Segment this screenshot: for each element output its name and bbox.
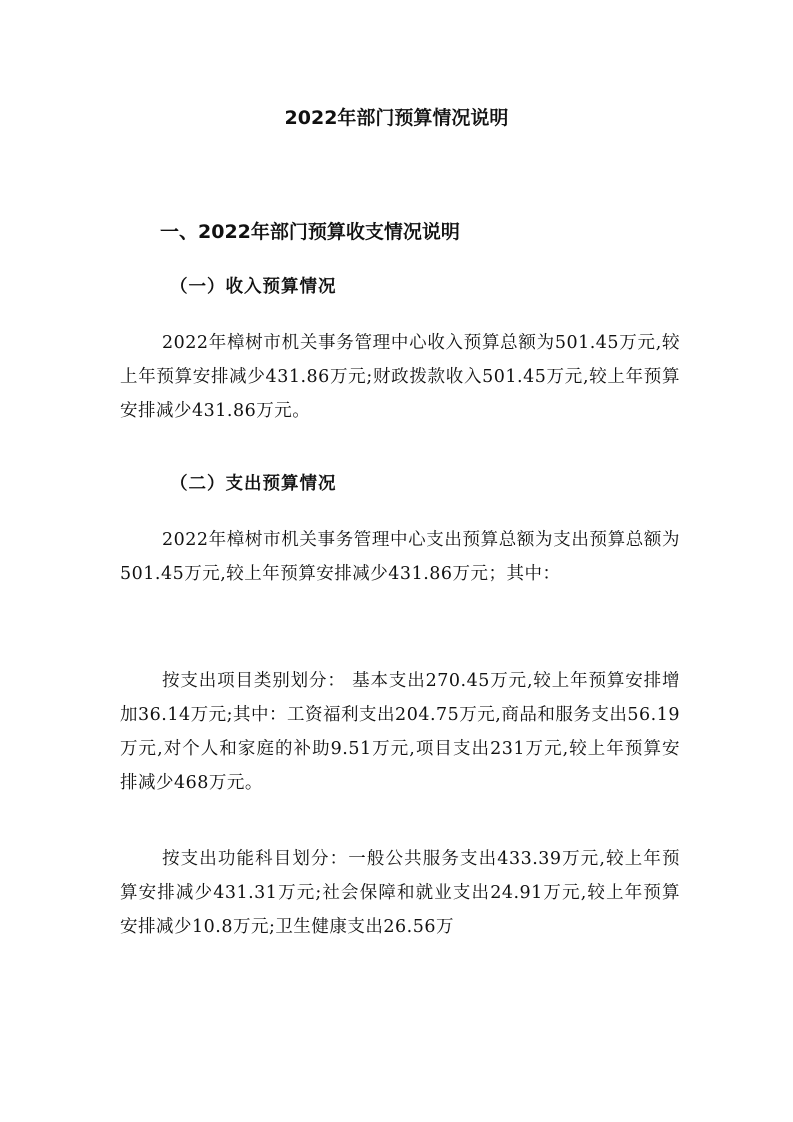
paragraph-income-budget: 2022年樟树市机关事务管理中心收入预算总额为501.45万元,较上年预算安排减少431.86万元;财政拨款收入501.45万元,较上年预算安排减少431.86万元。 <box>120 333 680 421</box>
section-heading-budget-overview: 一、2022年部门预算收支情况说明 <box>160 221 460 243</box>
paragraph-expense-budget: 2022年樟树市机关事务管理中心支出预算总额为支出预算总额为501.45万元,较上年预算安排减少431.86万元；其中： <box>120 530 680 584</box>
document-title: 2022年部门预算情况说明 <box>284 107 509 129</box>
subheading-expense-budget: （二）支出预算情况 <box>170 474 337 494</box>
subheading-income-budget: （一）收入预算情况 <box>170 277 337 297</box>
paragraph-expense-by-category: 按支出项目类别划分： 基本支出270.45万元,较上年预算安排增加36.14万元;其中：工资福利支出204.75万元,商品和服务支出56.19万元,对个人和家庭的补助9.51万元,项目支出231万元,较上年预算安排减少468万元。 <box>120 671 680 793</box>
paragraph-expense-by-function: 按支出功能科目划分：一般公共服务支出433.39万元,较上年预算安排减少431.31万元;社会保障和就业支出24.91万元,较上年预算安排减少10.8万元;卫生健康支出26.56万 <box>120 849 680 937</box>
